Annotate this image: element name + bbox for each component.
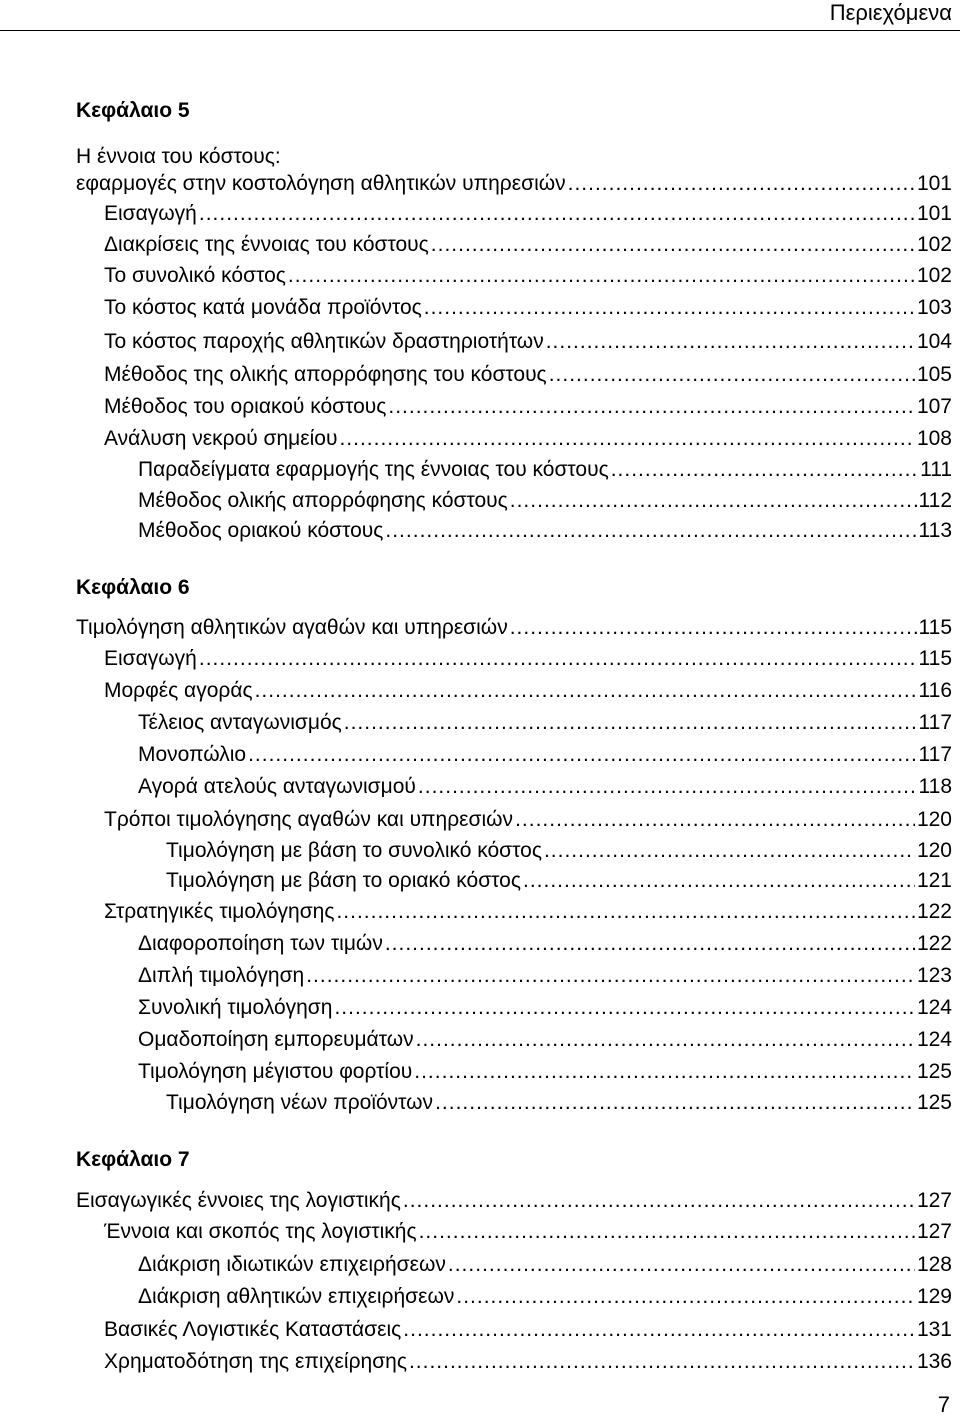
toc-entry-title: Τρόποι τιμολόγησης αγαθών και υπηρεσιών <box>104 808 514 831</box>
page-number: 7 <box>937 1392 950 1417</box>
toc-entry <box>138 458 952 482</box>
toc-entry-page: 103 <box>916 296 952 319</box>
toc-entry-page: 101 <box>916 172 952 195</box>
dot-leader <box>431 233 915 257</box>
toc-entry <box>104 264 952 288</box>
dot-leader <box>448 1253 915 1277</box>
toc-entry <box>138 519 952 543</box>
toc-entry <box>138 1028 952 1052</box>
toc-entry-title: Τιμολόγηση αθλητικών αγαθών και υπηρεσιών <box>76 616 508 639</box>
toc-entry-title: Συνολική τιμολόγηση <box>138 996 333 1019</box>
toc-entry-page: 136 <box>916 1350 952 1373</box>
dot-leader <box>424 296 915 320</box>
toc-entry-page: 131 <box>916 1318 952 1341</box>
toc-entry <box>166 1091 952 1115</box>
toc-entry-page: 117 <box>918 743 952 766</box>
dot-leader <box>388 395 915 419</box>
toc-entry <box>104 395 952 419</box>
dot-leader <box>248 743 916 767</box>
toc-entry-page: 102 <box>916 264 952 287</box>
toc-entry-page: 125 <box>916 1060 952 1083</box>
toc-entry <box>104 647 952 671</box>
toc-entry <box>138 1285 952 1309</box>
toc-entry-title: Εισαγωγή <box>104 647 197 670</box>
toc-entry-page: 125 <box>916 1091 952 1114</box>
toc-entry-page: 113 <box>918 519 952 542</box>
toc-entry-title: Τιμολόγηση νέων προϊόντων <box>166 1091 434 1114</box>
toc-entry-title: Τιμολόγηση με βάση το οριακό κόστος <box>166 869 521 892</box>
toc-entry <box>138 964 952 988</box>
dot-leader <box>544 839 915 863</box>
toc-entry <box>138 743 952 767</box>
toc-entry <box>104 1350 952 1374</box>
toc-entry <box>138 711 952 735</box>
toc-entry-title: Μέθοδος της ολικής απορρόφησης του κόστους <box>104 363 547 386</box>
toc-entry-page: 111 <box>920 458 952 481</box>
toc-entry <box>138 775 952 799</box>
toc-entry <box>104 296 952 320</box>
toc-entry-page: 102 <box>916 233 952 256</box>
toc-entry <box>138 932 952 956</box>
toc-entry <box>104 679 952 703</box>
toc-entry <box>104 808 952 832</box>
toc-entry-page: 127 <box>916 1220 952 1243</box>
toc-entry <box>166 839 952 863</box>
dot-leader <box>510 616 917 640</box>
toc-entry-title: Παραδείγματα εφαρμογής της έννοιας του κόστους <box>138 458 609 481</box>
toc-entry-title: Τέλειος ανταγωνισμός <box>138 711 342 734</box>
toc-entry-page: 122 <box>916 932 952 955</box>
dot-leader <box>199 202 915 226</box>
dot-leader <box>568 172 915 196</box>
toc-entry <box>104 1318 952 1342</box>
toc-entry-page: 118 <box>918 775 952 798</box>
toc-entry-page: 104 <box>916 330 952 353</box>
dot-leader <box>344 711 917 735</box>
toc-entry-page: 122 <box>916 900 952 923</box>
dot-leader <box>515 808 915 832</box>
dot-leader <box>385 519 916 543</box>
dot-leader <box>403 1318 915 1342</box>
toc-entry <box>138 489 952 513</box>
dot-leader <box>414 1060 915 1084</box>
toc-entry <box>104 202 952 226</box>
toc-entry-page: 124 <box>916 996 952 1019</box>
toc-entry <box>138 1060 952 1084</box>
toc-entry-title: Βασικές Λογιστικές Καταστάσεις <box>104 1318 402 1341</box>
toc-entry <box>76 1189 952 1213</box>
dot-leader <box>336 900 914 924</box>
dot-leader <box>199 647 917 671</box>
toc-entry-title: Μονοπώλιο <box>138 743 247 766</box>
toc-entry-page: 121 <box>916 869 952 892</box>
dot-leader <box>403 1189 915 1213</box>
toc-entry <box>138 1253 952 1277</box>
toc-entry <box>76 172 952 196</box>
toc-entry-title: Διπλή τιμολόγηση <box>138 964 305 987</box>
toc-entry <box>104 363 952 387</box>
toc-entry-title: Εισαγωγή <box>104 202 197 225</box>
toc-entry-title: εφαρμογές στην κοστολόγηση αθλητικών υπηρεσιών <box>76 172 566 195</box>
toc-entry <box>104 427 952 451</box>
toc-entry-title: Αγορά ατελούς ανταγωνισμού <box>138 775 416 798</box>
toc-entry-title: Το συνολικό κόστος <box>104 264 286 287</box>
dot-leader <box>435 1091 915 1115</box>
toc-entry-title: Ανάλυση νεκρού σημείου <box>104 427 338 450</box>
dot-leader <box>456 1285 915 1309</box>
toc-entry-title: Το κόστος κατά μονάδα προϊόντος <box>104 296 422 319</box>
toc-entry-page: 116 <box>918 679 952 702</box>
toc-entry-page: 117 <box>918 711 952 734</box>
toc-entry-page: 112 <box>918 489 952 512</box>
toc-entry-page: 107 <box>916 395 952 418</box>
toc-entry-title: Διάκριση ιδιωτικών επιχειρήσεων <box>138 1253 446 1276</box>
toc-entry-page: 120 <box>916 839 952 862</box>
toc-entry-page: 128 <box>916 1253 952 1276</box>
toc-entry-page: 129 <box>916 1285 952 1308</box>
toc-entry-title: Τιμολόγηση με βάση το συνολικό κόστος <box>166 839 542 862</box>
toc-entry-title: Το κόστος παροχής αθλητικών δραστηριοτήτων <box>104 330 544 353</box>
toc-entry-title: Μέθοδος του οριακού κόστους <box>104 395 387 418</box>
header-title: Περιεχόμενα <box>829 0 952 25</box>
toc-entry-title: Μέθοδος οριακού κόστους <box>138 519 384 542</box>
chapter-heading: Κεφάλαιο 5 <box>76 99 190 122</box>
toc-entry-title: Μορφές αγοράς <box>104 679 253 702</box>
dot-leader <box>339 427 914 451</box>
toc-entry-title: Έννοια και σκοπός της λογιστικής <box>104 1220 417 1243</box>
toc-entry <box>104 900 952 924</box>
toc-entry-title: Μέθοδος ολικής απορρόφησης κόστους <box>138 489 508 512</box>
toc-entry-page: 108 <box>916 427 952 450</box>
dot-leader <box>385 932 915 956</box>
dot-leader <box>419 1220 915 1244</box>
toc-entry-page: 101 <box>916 202 952 225</box>
toc-entry-title: Εισαγωγικές έννοιες της λογιστικής <box>76 1189 401 1212</box>
dot-leader <box>549 363 915 387</box>
dot-leader <box>523 869 915 893</box>
dot-leader <box>510 489 917 513</box>
toc-entry-page: 105 <box>916 363 952 386</box>
toc-entry <box>104 330 952 354</box>
dot-leader <box>418 775 917 799</box>
dot-leader <box>546 330 915 354</box>
toc-entry-intro: Η έννοια του κόστους: <box>76 145 281 168</box>
toc-entry-page: 124 <box>916 1028 952 1051</box>
toc-entry <box>104 233 952 257</box>
toc-entry-page: 120 <box>916 808 952 831</box>
toc-entry <box>166 869 952 893</box>
toc-entry-title: Διάκριση αθλητικών επιχειρήσεων <box>138 1285 455 1308</box>
dot-leader <box>416 1028 915 1052</box>
toc-entry-title: Διακρίσεις της έννοιας του κόστους <box>104 233 429 256</box>
dot-leader <box>288 264 915 288</box>
toc-entry-title: Διαφοροποίηση των τιμών <box>138 932 383 955</box>
toc-entry <box>76 616 952 640</box>
toc-entry-page: 127 <box>916 1189 952 1212</box>
toc-entry-title: Στρατηγικές τιμολόγησης <box>104 900 335 923</box>
dot-leader <box>306 964 915 988</box>
toc-entry <box>138 996 952 1020</box>
toc-entry-title: Τιμολόγηση μέγιστου φορτίου <box>138 1060 413 1083</box>
dot-leader <box>409 1350 915 1374</box>
page-header <box>0 0 960 31</box>
dot-leader <box>611 458 918 482</box>
toc-entry-page: 115 <box>918 616 952 639</box>
dot-leader <box>334 996 915 1020</box>
toc-entry-title: Χρηματοδότηση της επιχείρησης <box>104 1350 407 1373</box>
chapter-heading: Κεφάλαιο 7 <box>76 1148 190 1171</box>
toc-entry-page: 123 <box>916 964 952 987</box>
chapter-heading: Κεφάλαιο 6 <box>76 576 190 599</box>
toc-entry <box>104 1220 952 1244</box>
toc-entry-page: 115 <box>918 647 952 670</box>
toc-entry-title: Ομαδοποίηση εμπορευμάτων <box>138 1028 414 1051</box>
dot-leader <box>255 679 917 703</box>
